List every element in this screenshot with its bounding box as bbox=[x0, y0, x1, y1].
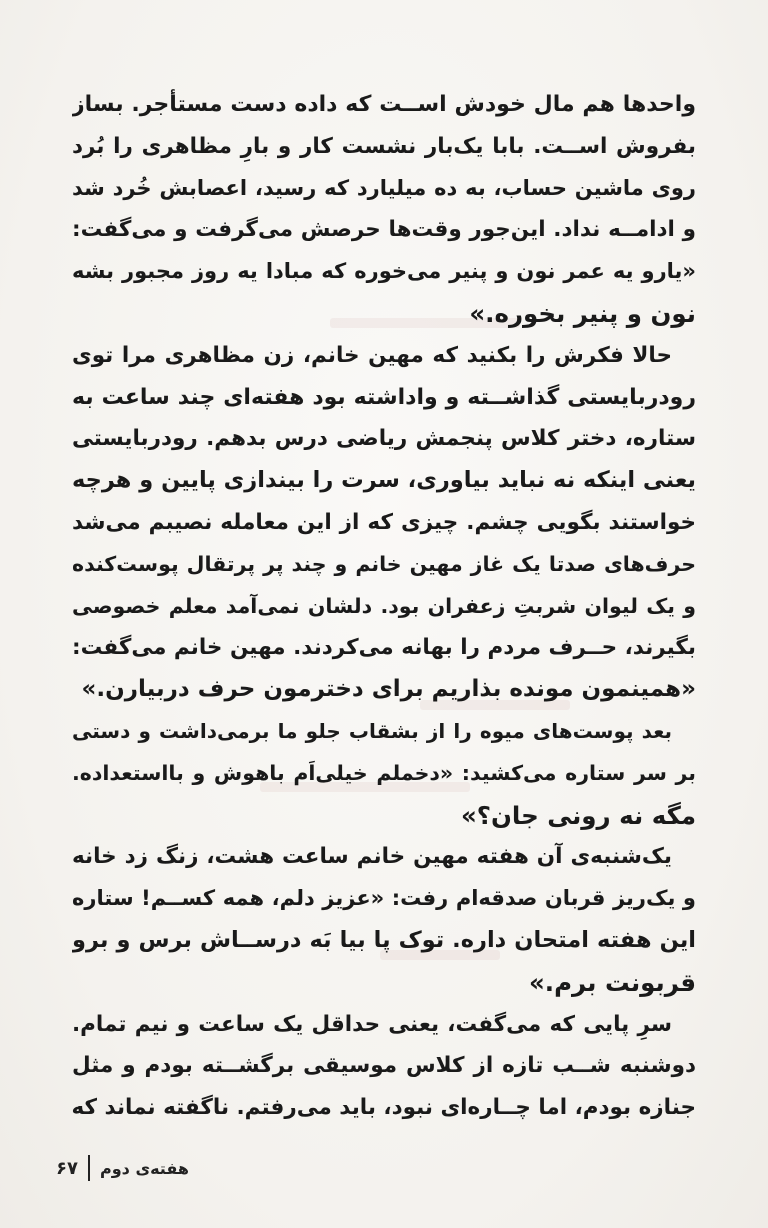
text-line: روی ماشین حساب، به ده میلیارد که رسید، اعصابش خُرد شد bbox=[72, 175, 696, 200]
text-line: حالا فکرش را بکنید که مهین خانم، زن مظاهری مرا توی bbox=[72, 342, 672, 368]
text-line: بر سر ستاره می‌کشید: «دخملم خیلی‌اَم باهوش و بااستعداده. bbox=[72, 760, 696, 785]
text-line: قربونت برم.» bbox=[528, 967, 696, 997]
text-line: «یارو یه عمر نون و پنیر می‌خوره که مبادا یه روز مجبور بشه bbox=[72, 259, 696, 284]
text-line: بفروش اســت. بابا یک‌بار نشست کار و بارِ مظاهری را بُرد bbox=[72, 133, 696, 159]
body-text bbox=[72, 84, 696, 1129]
text-line: یعنی اینکه نه نباید بیاوری، سرت را بیندازی پایین و هرچه bbox=[72, 467, 696, 494]
page-footer bbox=[56, 1153, 189, 1183]
text-line: این هفته امتحان داره. توک پا بیا بَه درســاش برس و برو bbox=[72, 926, 696, 953]
text-line: و ادامــه نداد. این‌جور وقت‌ها حرصش می‌گرفت و می‌گفت: bbox=[72, 217, 696, 243]
text-line: یک‌شنبه‌ی آن هفته مهین خانم ساعت هشت، زنگ زد خانه bbox=[72, 844, 672, 870]
text-line: رودربایستی گذاشــته و واداشته بود هفته‌ای چند ساعت به bbox=[72, 384, 696, 410]
text-line: دوشنبه شــب تازه از کلاس موسیقی برگشــته بودم و مثل bbox=[72, 1053, 696, 1079]
text-line: جنازه بودم، اما چــاره‌ای نبود، باید می‌رفتم. ناگفته نماند که bbox=[72, 1095, 696, 1121]
text-line: سرِ پایی که می‌گفت، یعنی حداقل یک ساعت و نیم تمام. bbox=[72, 1011, 672, 1037]
text-line: بعد پوست‌های میوه را از بشقاب جلو ما برمی‌داشت و دستی bbox=[72, 718, 672, 743]
page-number: ۶۷ bbox=[56, 1157, 78, 1179]
text-line: نون و پنیر بخوره.» bbox=[469, 298, 696, 328]
text-line: خواستند بگویی چشم. چیزی که از این معامله نصیبم می‌شد bbox=[72, 509, 696, 535]
chapter-label: هفته‌ی دوم bbox=[99, 1158, 189, 1178]
text-line: و یک لیوان شربتِ زعفران بود. دلشان نمی‌آمد معلم خصوصی bbox=[72, 593, 696, 618]
footer-divider bbox=[88, 1155, 90, 1181]
text-line: حرف‌های صدتا یک غاز مهین خانم و چند پر پرتقال پوست‌کنده bbox=[72, 551, 696, 576]
text-line: ستاره، دختر کلاس پنجمش ریاضی درس بدهم. رودربایستی bbox=[72, 426, 696, 452]
text-line: و یک‌ریز قربان صدقه‌ام رفت: «عزیز دلم، همه کســم! ستاره bbox=[72, 886, 696, 911]
text-line: بگیرند، حــرف مردم را بهانه می‌کردند. مهین خانم می‌گفت: bbox=[72, 635, 696, 661]
text-line: مگه نه رونی جان؟» bbox=[460, 800, 696, 830]
text-line: واحدها هم مال خودش اســت که داده دست مستأجر. بساز bbox=[72, 92, 696, 117]
text-line: «همینمون مونده بذاریم برای دخترمون حرف دربیارن.» bbox=[81, 676, 696, 703]
